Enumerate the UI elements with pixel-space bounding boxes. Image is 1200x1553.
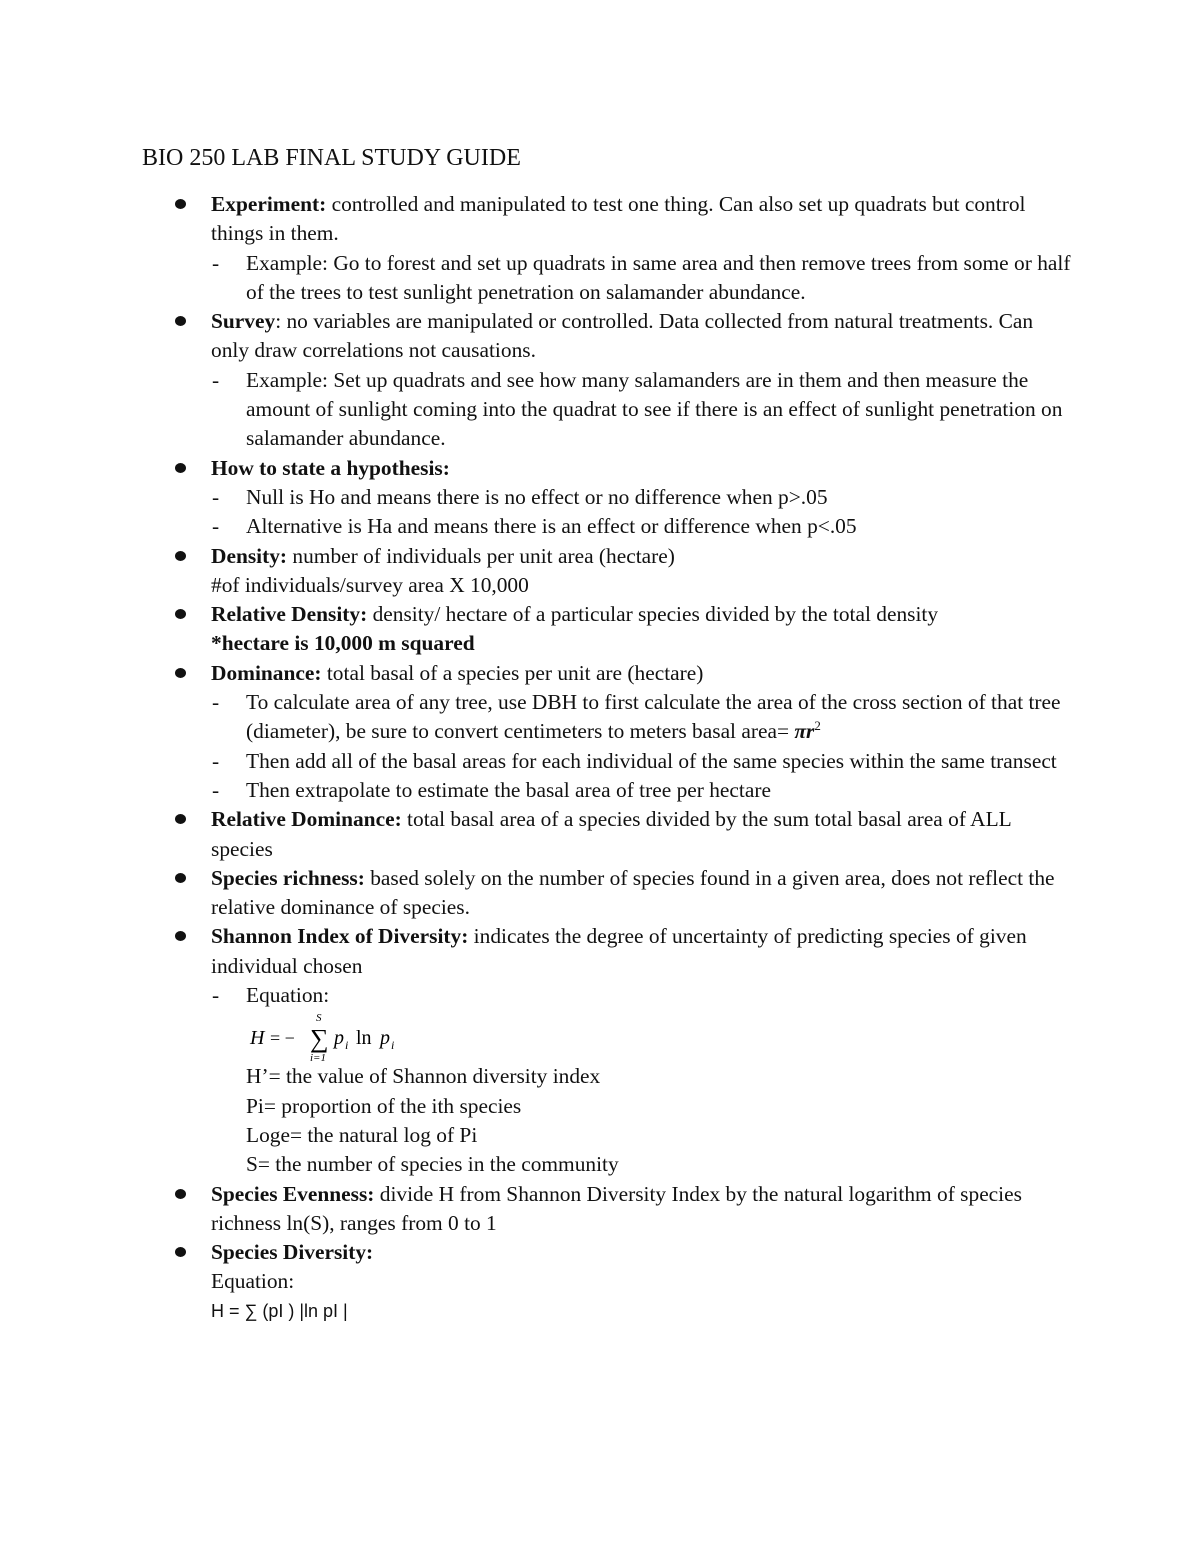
page-title: BIO 250 LAB FINAL STUDY GUIDE [142, 145, 521, 171]
term-species-richness: Species richness: [211, 865, 365, 890]
definition-relative-density: density/ hectare of a particular species divided by the total density [367, 602, 939, 627]
list-item-species-diversity [142, 1238, 1072, 1267]
eq-upper: S [316, 1012, 322, 1025]
list-item-survey [142, 307, 1072, 366]
sub-item-equation-label: - Equation: [142, 981, 1072, 1010]
dash-icon: - [212, 250, 220, 275]
eq-lhs: H [250, 1027, 265, 1050]
hectare-note: *hectare is 10,000 m squared [211, 631, 475, 656]
dash-icon: - [212, 983, 220, 1008]
list-item-relative-density [142, 600, 1072, 629]
shannon-def-pi: Pi= proportion of the ith species [246, 1093, 522, 1118]
eq-ln: ln [356, 1027, 372, 1050]
eq-p1: p [334, 1027, 344, 1050]
bullet-icon [175, 668, 186, 678]
term-experiment: Experiment: [211, 192, 327, 216]
list-item-relative-dominance [142, 805, 1072, 864]
bullet-icon [175, 463, 186, 473]
shannon-def-h: H’= the value of Shannon diversity index [246, 1064, 601, 1089]
dash-icon: - [212, 514, 220, 539]
sub-item-experiment-example: - Example: Go to forest and set up quadrats in same area and then remove trees from some or half of the trees to test sunlight penetration on salamander abundance. [212, 250, 1071, 304]
eq-i1: i [345, 1038, 349, 1053]
sub-item-extrapolate: - Then extrapolate to estimate the basal area of tree per hectare [142, 776, 1072, 805]
eq-p2: p [380, 1027, 390, 1050]
bullet-icon [175, 931, 186, 941]
dash-icon: - [212, 748, 220, 773]
term-species-diversity: Species Diversity: [211, 1240, 374, 1265]
term-shannon: Shannon Index of Diversity: [211, 924, 469, 949]
bullet-icon [175, 873, 186, 883]
definition-shannon: indicates the degree of uncertainty of predicting species of given individual chosen [211, 924, 1027, 978]
term-survey: Survey [211, 309, 276, 334]
eq-sign: = − [270, 1028, 295, 1049]
list-item-species-evenness [142, 1180, 1072, 1239]
dash-icon: - [212, 777, 220, 802]
list-item-density [142, 542, 1072, 571]
eq-lower: i=1 [310, 1052, 326, 1065]
list-item-experiment [142, 190, 1072, 249]
definition-dominance: total basal of a species per unit are (hectare) [321, 660, 704, 685]
list-item-shannon [142, 922, 1072, 981]
term-relative-dominance: Relative Dominance: [211, 807, 402, 832]
sub-item-survey-example: - Example: Set up quadrats and see how many salamanders are in them and then measure the amount of sunlight coming into the quadrat to see if there is an effect of sunlight penetration on salamander abundance. [212, 367, 1063, 451]
shannon-def-s: S= the number of species in the community [246, 1152, 619, 1177]
dash-icon: - [212, 484, 220, 509]
bullet-icon [175, 199, 186, 209]
species-diversity-equation: H = ∑ (pI ) |ln pI | [211, 1300, 348, 1321]
basal-area-formula: πr [794, 719, 815, 744]
term-relative-density: Relative Density: [211, 602, 368, 627]
definition-species-evenness: divide H from Shannon Diversity Index by the natural logarithm of species richness ln(S), ranges from 0 to 1 [211, 1181, 1022, 1235]
eq-i2: i [391, 1038, 395, 1053]
equation-svg [246, 1010, 446, 1064]
study-guide-list [142, 190, 1072, 1326]
definition-survey: : no variables are manipulated or controlled. Data collected from natural treatments. Can only draw correlations not causations. [211, 309, 1034, 363]
list-item-hypothesis [142, 454, 1072, 483]
sub-item-basal-area: - To calculate area of any tree, use DBH to first calculate the area of the cross section of that tree (diameter), be sure to convert centimeters to meters basal area= $\pi r^2$ [212, 690, 1061, 744]
definition-experiment: controlled and manipulated to test one thing. Can also set up quadrats but control things in them. [211, 192, 1026, 246]
dash-icon: - [212, 367, 220, 392]
term-species-evenness: Species Evenness: [211, 1181, 375, 1206]
density-formula: #of individuals/survey area X 10,000 [211, 572, 529, 597]
definition-density: number of individuals per unit area (hectare) [287, 543, 675, 568]
bullet-icon [175, 1247, 186, 1257]
dash-icon: - [212, 690, 220, 715]
sub-item-alternative: - Alternative is Ha and means there is an effect or difference when p<.05 [142, 512, 1072, 541]
bullet-icon [175, 609, 186, 619]
term-dominance: Dominance: [211, 660, 322, 685]
sub-item-add-basal: - Then add all of the basal areas for each individual of the same species within the same transect [142, 747, 1072, 776]
eq-sigma: ∑ [310, 1024, 329, 1054]
list-item-species-richness [142, 864, 1072, 923]
bullet-icon [175, 551, 186, 561]
term-hypothesis: How to state a hypothesis: [211, 455, 450, 480]
bullet-icon [175, 814, 186, 824]
sub-item-null: - Null is Ho and means there is no effect or no difference when p>.05 [142, 483, 1072, 512]
shannon-def-loge: Loge= the natural log of Pi [246, 1122, 478, 1147]
definition-relative-dominance: total basal area of a species divided by the sum total basal area of ALL species [211, 807, 1011, 861]
list-item-dominance [142, 659, 1072, 688]
term-density: Density: [211, 543, 288, 568]
shannon-equation [246, 1010, 1072, 1065]
bullet-icon [175, 1189, 186, 1199]
definition-species-richness: based solely on the number of species found in a given area, does not reflect the relative dominance of species. [211, 865, 1055, 920]
bullet-icon [175, 316, 186, 326]
species-diversity-equation-label: Equation: [211, 1269, 295, 1294]
